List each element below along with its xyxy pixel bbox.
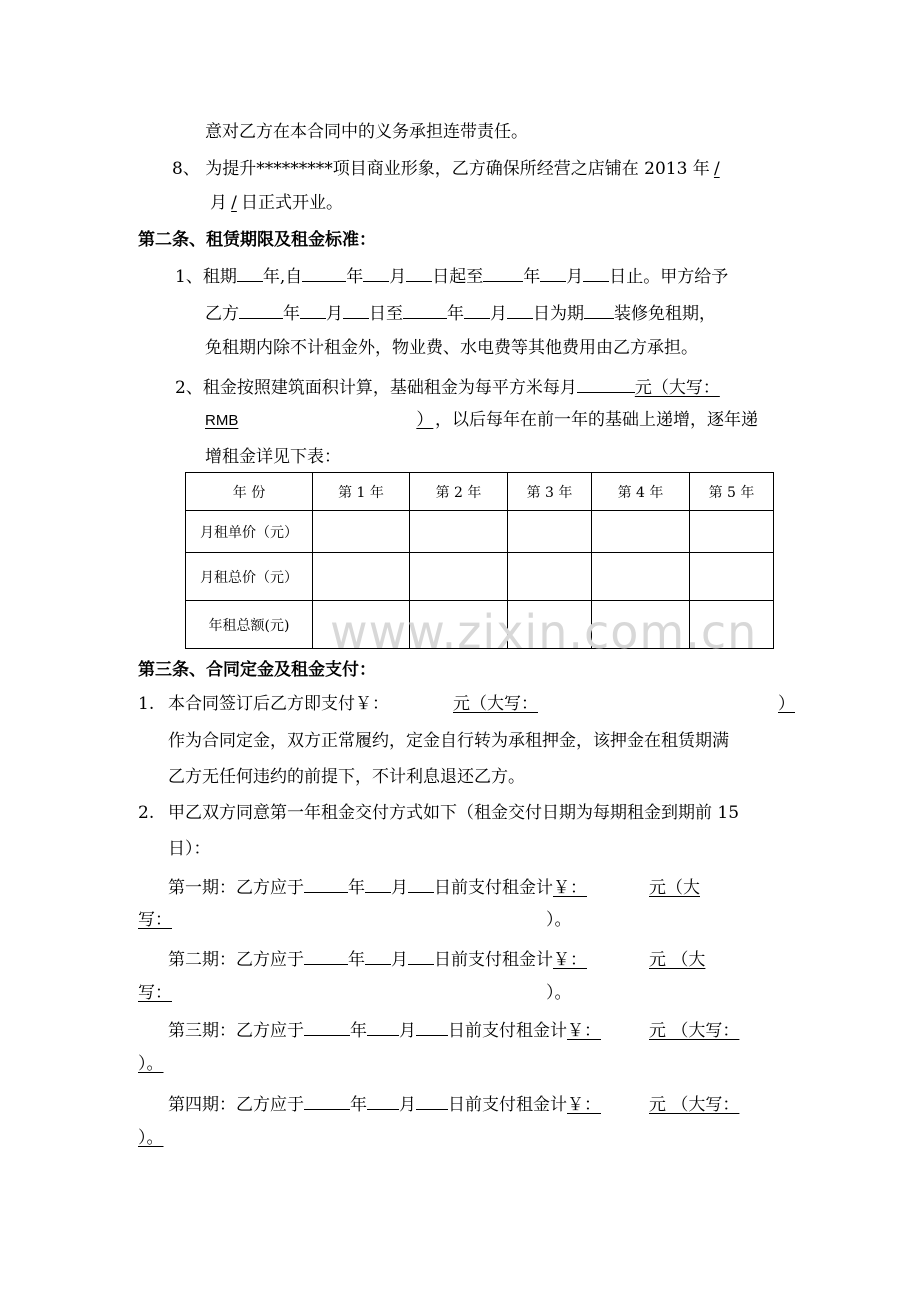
c3-item1-text: 本合同签订后乙方即支付￥： [168,694,389,714]
table-header-cell: 第 5 年 [690,473,774,511]
c3-item2-text: 甲乙双方同意第一年租金交付方式如下（租金交付日期为每期租金到期前 15 [168,803,740,823]
clause2-item2-line2 [205,409,758,432]
table-row [186,553,774,601]
p4-day-blank[interactable] [416,1091,448,1110]
clause3-item2-line1 [138,802,739,824]
day-label: 日前支付租金计 [434,878,553,898]
c2-text: 日起至 [432,267,484,287]
rmb-amount-field[interactable] [205,409,435,432]
end-day-blank[interactable] [583,263,609,282]
period4-label: 第四期：乙方应于 [168,1095,304,1115]
table-header-cell: 第 2 年 [410,473,508,511]
clause1-continuation [205,121,528,143]
c2-text: 日为期 [533,304,584,324]
yuan-label: 元（大 [649,878,700,898]
period3-label: 第三期：乙方应于 [168,1021,304,1041]
lease-years-blank[interactable] [237,263,263,282]
p1-daxie-field[interactable] [138,909,546,931]
c2-text: 日至 [369,304,403,324]
clause1-item8-line1 [172,158,724,180]
p1-month-blank[interactable] [365,874,391,893]
p1-amount-field[interactable] [553,877,703,899]
p3-year-blank[interactable] [304,1017,350,1036]
table-cell[interactable] [690,601,774,649]
c3-item1-number: 1. [138,694,155,714]
close-paren: ） [778,694,795,714]
close-paren: ） [416,410,434,430]
clause2-heading: 第二条、租赁期限及租金标准： [138,230,376,250]
day-label: 日前支付租金计 [448,1021,567,1041]
month-label: 月 [391,878,408,898]
c2-item1-text: 租期 [202,267,237,287]
yen-label: ￥： [567,1095,601,1115]
day-label: 日前支付租金计 [434,950,553,970]
period2-line2 [138,982,572,1004]
period2-label: 第二期：乙方应于 [168,950,304,970]
table-cell[interactable] [508,553,592,601]
clause1-item8-line2 [210,192,343,214]
table-cell[interactable] [592,601,690,649]
table-cell[interactable] [592,511,690,553]
start-day-blank[interactable] [406,263,432,282]
rent-schedule-table [185,472,774,649]
table-header-cell: 年 份 [186,473,313,511]
clause2-item1-line2 [205,300,716,325]
yuan-label: 元 （大 [649,950,706,970]
year-label: 年 [350,1021,367,1041]
table-cell[interactable] [508,511,592,553]
p2-daxie-field[interactable] [138,982,546,1004]
yuan-label: 元 （大写： [649,1021,740,1041]
close-label: ）。 [546,910,572,930]
yen-label: ￥： [567,1021,601,1041]
c2-text: 日止。甲方给予 [609,267,729,287]
clause3-item1-line3: 乙方无任何违约的前提下，不计利息退还乙方。 [168,767,525,787]
period4-line1 [168,1091,751,1116]
rentfree-start-year-blank[interactable] [239,300,283,319]
yuan-label: 元 （大写： [649,1095,740,1115]
table-cell[interactable] [313,553,410,601]
c2-text: 年 [523,267,541,287]
c2-text: 月 [566,267,584,287]
year-label: 年 [348,878,365,898]
table-row-label: 年租总额(元) [186,601,313,649]
p2-month-blank[interactable] [365,946,391,965]
table-row-label: 月租总价（元） [186,553,313,601]
item8-end-text: 日正式开业。 [241,193,343,213]
p2-day-blank[interactable] [408,946,434,965]
c2-text: 年 [447,304,464,324]
deposit-amount-field[interactable] [389,693,794,715]
c2-text: 年 [346,267,364,287]
rentfree-end-day-blank[interactable] [507,300,533,319]
p3-day-blank[interactable] [416,1017,448,1036]
clause2-item2-line1 [175,374,735,399]
watermark: www.zixin.com.cn [330,605,758,659]
yen-label: ￥： [553,878,587,898]
c3-item2-number: 2. [138,803,155,823]
table-cell[interactable] [313,511,410,553]
table-cell[interactable] [592,553,690,601]
item8-month-label: 月 [210,193,227,213]
start-month-blank[interactable] [363,263,389,282]
table-header-cell: 第 3 年 [508,473,592,511]
year-label: 年 [348,950,365,970]
table-cell[interactable] [508,601,592,649]
clause1-cont-text: 意对乙方在本合同中的义务承担连带责任。 [205,122,528,142]
period1-line2 [138,909,572,931]
clause2-item1-line3: 免租期内除不计租金外，物业费、水电费等其他费用由乙方承担。 [205,338,698,358]
p1-day-blank[interactable] [408,874,434,893]
c2-item1-number: 1、 [175,267,203,287]
p4-amount-field[interactable] [567,1094,751,1116]
p3-month-blank[interactable] [367,1017,399,1036]
day-label: 日前支付租金计 [448,1095,567,1115]
month-label: 月 [399,1095,416,1115]
table-cell[interactable] [410,511,508,553]
period1-line1 [168,874,703,899]
c2-text: 乙方 [205,304,239,324]
p2-amount-field[interactable] [553,949,711,971]
end-year-blank[interactable] [483,263,523,282]
clause2-item2-line3: 增租金详见下表： [205,447,341,467]
clause2-item1-line1 [175,263,728,288]
period3-line1 [168,1017,751,1042]
yen-label: ￥： [553,950,587,970]
c2-text: 月 [389,267,407,287]
p4-year-blank[interactable] [304,1091,350,1110]
clause3-item2-line2: 日）： [168,839,211,859]
period4-line2 [138,1127,164,1149]
rentfree-start-day-blank[interactable] [343,300,369,319]
table-header-row [186,473,774,511]
table-cell[interactable] [690,553,774,601]
table-cell[interactable] [690,511,774,553]
month-label: 月 [391,950,408,970]
table-row-label: 月租单价（元） [186,511,313,553]
c2-item2-rest-text: ，以后每年在前一年的基础上递增，逐年递 [435,410,758,430]
table-header-cell: 第 1 年 [313,473,410,511]
item8-number: 8、 [172,159,200,179]
p3-amount-field[interactable] [567,1020,751,1042]
item8-year-blank: / [713,159,720,179]
c2-item2-number: 2、 [175,378,203,398]
rentfree-end-year-blank[interactable] [403,300,447,319]
table-cell[interactable] [410,601,508,649]
close-label: ）。 [546,983,572,1003]
base-rent-blank[interactable] [577,374,635,393]
clause3-item1-line1 [138,693,794,715]
table-cell[interactable] [313,601,410,649]
clause3-heading: 第三条、合同定金及租金支付： [138,660,376,680]
end-month-blank[interactable] [540,263,566,282]
p4-daxie-field[interactable]: ）。 [138,1128,164,1148]
clause3-item1-line2: 作为合同定金，双方正常履约，定金自行转为承租押金，该押金在租赁期满 [168,731,729,751]
p4-month-blank[interactable] [367,1091,399,1110]
period3-line2 [138,1053,164,1075]
start-year-blank[interactable] [302,263,346,282]
rentfree-duration-blank[interactable] [584,300,614,319]
c2-text: 年,自 [262,267,303,287]
rentfree-start-month-blank[interactable] [300,300,326,319]
year-label: 年 [350,1095,367,1115]
c2-text: 月 [490,304,507,324]
rentfree-end-month-blank[interactable] [464,300,490,319]
c2-text: 年 [283,304,300,324]
c2-item2-text: 租金按照建筑面积计算，基础租金为每平方米每月 [202,378,577,398]
xie-label: 写： [138,983,172,1003]
base-rent-daxie-label: 元（大写： [634,378,720,398]
p1-year-blank[interactable] [304,874,348,893]
rmb-label: RMB [205,412,239,429]
p3-daxie-field[interactable]: ）。 [138,1054,164,1074]
table-row [186,511,774,553]
month-label: 月 [399,1021,416,1041]
c2-text: 月 [326,304,343,324]
xie-label: 写： [138,910,172,930]
table-row [186,601,774,649]
table-cell[interactable] [410,553,508,601]
period2-line1 [168,946,711,971]
item8-day-blank: / [231,193,237,213]
item8-text: 为提升*********项目商业形象，乙方确保所经营之店铺在 2013 年 [205,159,710,179]
deposit-daxie-label: 元（大写： [453,694,538,714]
period1-label: 第一期：乙方应于 [168,878,304,898]
p2-year-blank[interactable] [304,946,348,965]
table-header-cell: 第 4 年 [592,473,690,511]
c2-text: 装修免租期， [614,304,716,324]
